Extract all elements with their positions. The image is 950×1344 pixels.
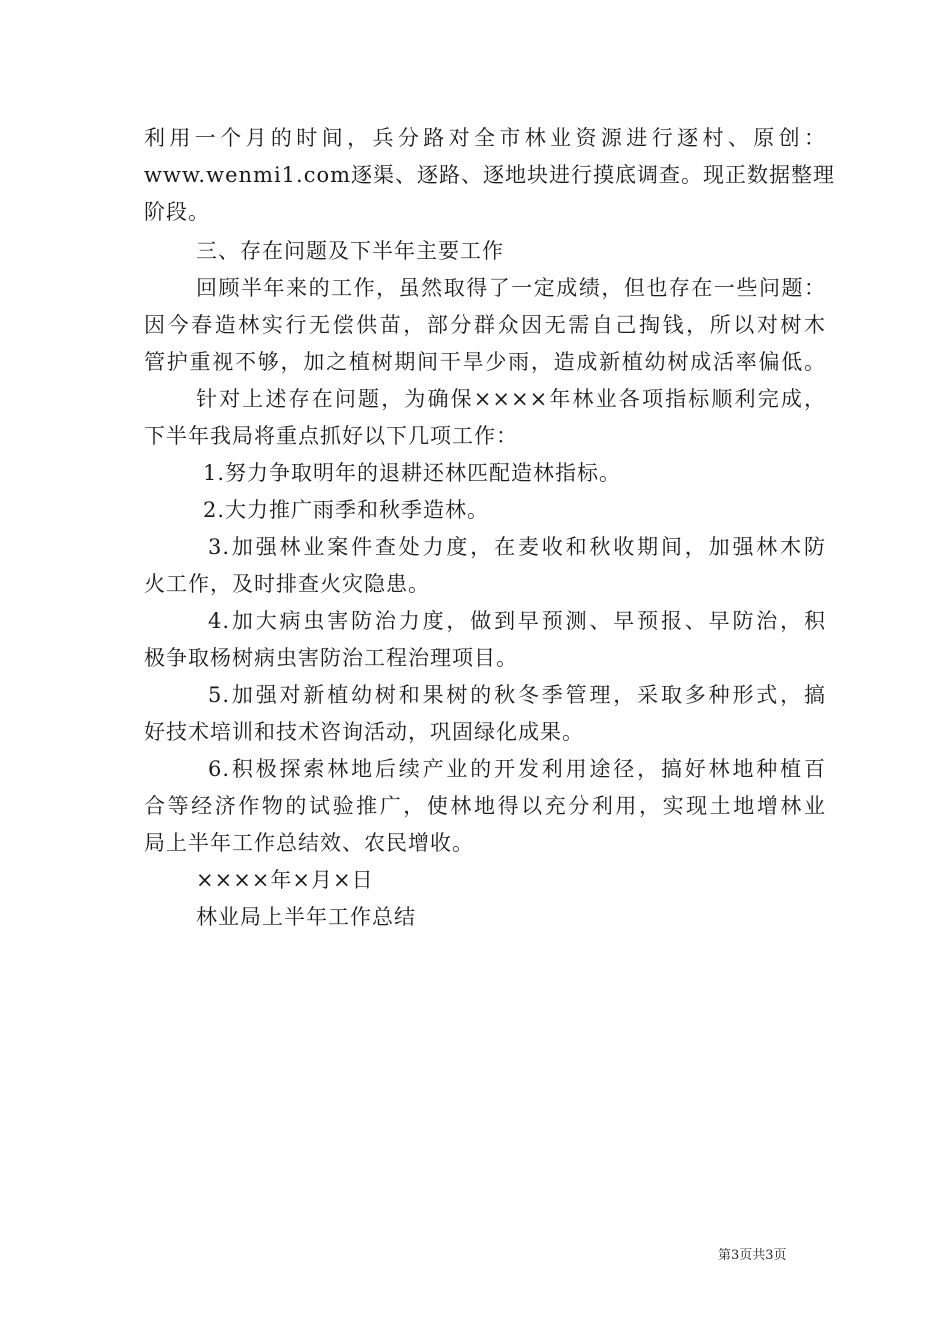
paragraph-line: www.wenmi1.com逐渠、逐路、逐地块进行摸底调查。现正数据整理 <box>144 163 836 187</box>
list-item: 6.积极探索林地后续产业的开发利用途径，搞好林地种植百 <box>208 757 826 781</box>
document-date: ××××年×月×日 <box>196 868 374 892</box>
paragraph-line: 因今春造林实行无偿供苗，部分群众因无需自己掏钱，所以对树木 <box>144 313 826 337</box>
list-item-continuation: 火工作，及时排查火灾隐患。 <box>144 572 430 596</box>
list-item-continuation: 好技术培训和技术咨询活动，巩固绿化成果。 <box>144 720 584 744</box>
list-item: 1.努力争取明年的退耕还林匹配造林指标。 <box>203 461 622 485</box>
paragraph-line: 回顾半年来的工作，虽然取得了一定成绩，但也存在一些问题： <box>196 276 826 300</box>
list-item: 4.加大病虫害防治力度，做到早预测、早预报、早防治，积 <box>208 609 826 633</box>
list-item-continuation: 合等经济作物的试验推广，使林地得以充分利用，实现土地增林业 <box>144 794 826 818</box>
list-item: 3.加强林业案件查处力度，在麦收和秋收期间，加强林木防 <box>208 535 826 559</box>
paragraph-line: 阶段。 <box>144 200 210 224</box>
document-signature: 林业局上半年工作总结 <box>196 905 416 929</box>
list-item: 2.大力推广雨季和秋季造林。 <box>203 498 490 522</box>
paragraph-line: 管护重视不够，加之植树期间干旱少雨，造成新植幼树成活率偏低。 <box>144 350 826 374</box>
paragraph-line: 针对上述存在问题，为确保××××年林业各项指标顺利完成， <box>196 387 826 411</box>
paragraph-line: 利用一个月的时间，兵分路对全市林业资源进行逐村、原创： <box>144 126 826 150</box>
paragraph-line: 下半年我局将重点抓好以下几项工作： <box>144 424 518 448</box>
list-item: 5.加强对新植幼树和果树的秋冬季管理，采取多种形式，搞 <box>208 683 826 707</box>
page-number: 第3页共3页 <box>718 1248 787 1263</box>
section-heading: 三、存在问题及下半年主要工作 <box>196 239 504 263</box>
list-item-continuation: 局上半年工作总结效、农民增收。 <box>144 831 474 855</box>
list-item-continuation: 极争取杨树病虫害防治工程治理项目。 <box>144 646 518 670</box>
